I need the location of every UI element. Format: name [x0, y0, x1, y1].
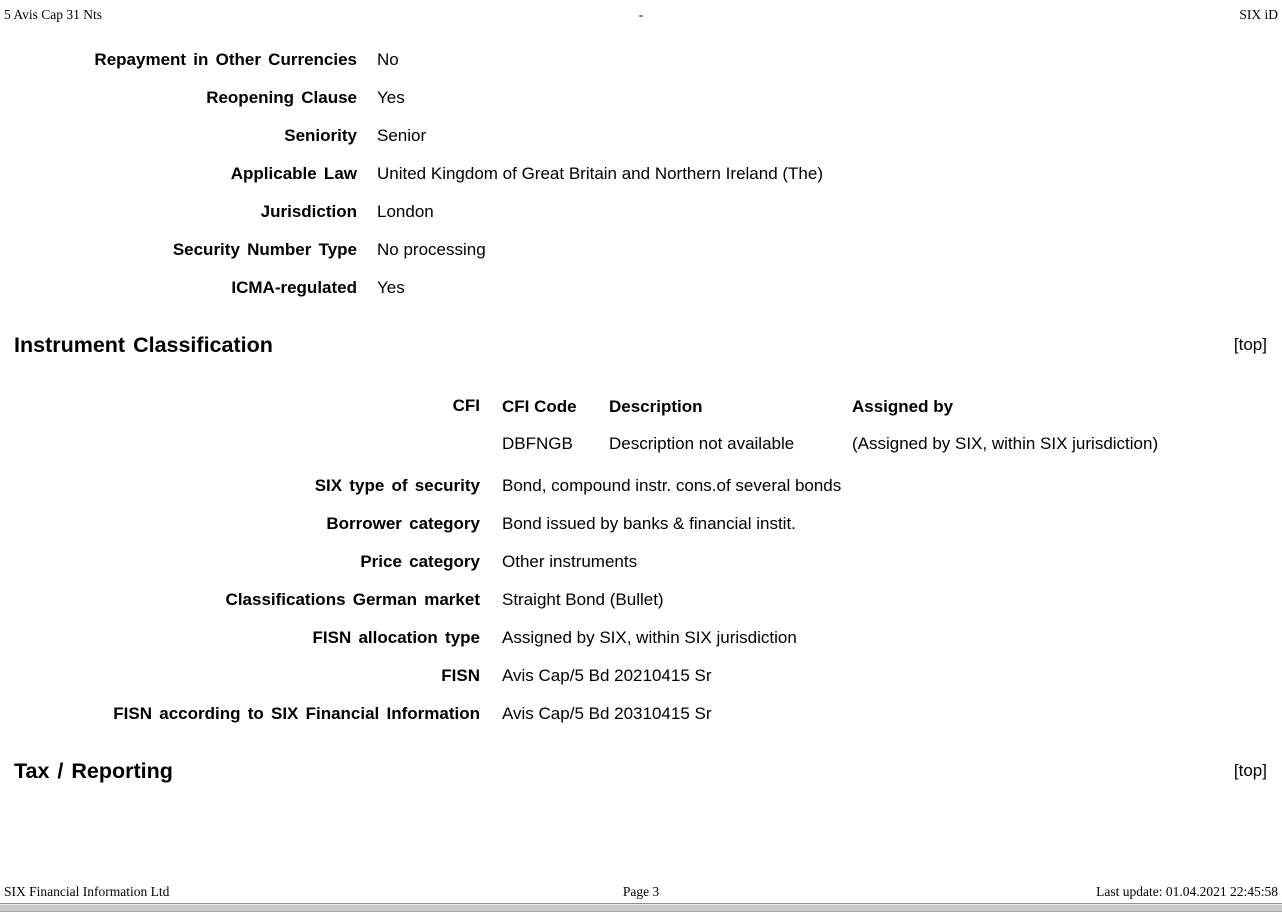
field-label: FISN allocation type	[312, 628, 480, 647]
cfi-description-cell: Description not available	[609, 433, 795, 453]
field-row-six-type-of-security	[0, 467, 1282, 505]
field-row-fisn-according-to-six	[0, 695, 1282, 733]
horizontal-scrollbar[interactable]	[0, 903, 1282, 912]
field-label: Borrower category	[326, 514, 480, 533]
field-row-security-number-type	[0, 231, 1282, 269]
general-fields-block	[0, 41, 1282, 307]
cfi-table-header-row	[502, 388, 1158, 425]
field-label: FISN according to SIX Financial Information	[113, 704, 480, 723]
field-label: FISN	[441, 666, 480, 685]
field-label: Seniority	[284, 126, 357, 145]
instrument-classification-block	[0, 388, 1282, 733]
field-label: Repayment in Other Currencies	[94, 50, 357, 69]
field-row-borrower-category	[0, 505, 1282, 543]
cfi-col-header-assigned-by: Assigned by	[852, 396, 954, 416]
cfi-label: CFI	[452, 396, 480, 415]
field-label: Jurisdiction	[260, 202, 357, 221]
field-value: Assigned by SIX, within SIX jurisdiction	[502, 628, 797, 647]
section-title: Tax / Reporting	[14, 758, 173, 783]
field-value: Bond, compound instr. cons.of several bonds	[502, 476, 842, 495]
field-value: Other instruments	[502, 552, 638, 571]
footer-page-number: Page 3	[622, 884, 660, 899]
field-value: Avis Cap/5 Bd 20210415 Sr	[502, 666, 712, 685]
field-label: Security Number Type	[172, 240, 357, 259]
field-row-repayment-other-currencies	[0, 41, 1282, 79]
page-footer	[4, 884, 1278, 900]
top-link[interactable]: [top]	[1233, 335, 1267, 354]
field-row-reopening-clause	[0, 79, 1282, 117]
field-value: Bond issued by banks & financial instit.	[502, 514, 796, 533]
field-label: Applicable Law	[230, 164, 357, 183]
field-value: Avis Cap/5 Bd 20310415 Sr	[502, 704, 712, 723]
footer-company: SIX Financial Information Ltd	[4, 884, 170, 899]
field-value: No	[377, 50, 399, 69]
field-label: ICMA-regulated	[231, 278, 357, 297]
header-center-dash: -	[638, 7, 644, 22]
cfi-row	[0, 388, 1282, 462]
field-value: Yes	[377, 88, 405, 107]
cfi-col-header-code: CFI Code	[502, 396, 577, 416]
page-header	[4, 7, 1278, 23]
footer-last-update: Last update: 01.04.2021 22:45:58	[1096, 884, 1278, 899]
field-value: London	[377, 202, 434, 221]
field-label: Reopening Clause	[206, 88, 357, 107]
field-value: No processing	[377, 240, 486, 259]
field-value: Straight Bond (Bullet)	[502, 590, 664, 609]
field-row-price-category	[0, 543, 1282, 581]
cfi-code-cell: DBFNGB	[502, 433, 573, 453]
field-label: Classifications German market	[225, 590, 480, 609]
section-tax-reporting	[14, 757, 1267, 785]
app-name-label: SIX iD	[1239, 7, 1278, 22]
field-row-jurisdiction	[0, 193, 1282, 231]
field-row-icma-regulated	[0, 269, 1282, 307]
field-value: United Kingdom of Great Britain and Northern Ireland (The)	[377, 164, 824, 183]
cfi-assigned-by-cell: (Assigned by SIX, within SIX jurisdiction)	[852, 433, 1159, 453]
field-value: Yes	[377, 278, 405, 297]
field-label: SIX type of security	[314, 476, 480, 495]
section-title: Instrument Classification	[14, 332, 273, 357]
field-row-fisn	[0, 657, 1282, 695]
field-label: Price category	[360, 552, 480, 571]
field-row-applicable-law	[0, 155, 1282, 193]
field-value: Senior	[377, 126, 427, 145]
field-row-classifications-german-market	[0, 581, 1282, 619]
top-link[interactable]: [top]	[1233, 761, 1267, 780]
cfi-table	[502, 388, 1158, 462]
field-row-seniority	[0, 117, 1282, 155]
classification-fields	[0, 467, 1282, 733]
field-row-fisn-allocation-type	[0, 619, 1282, 657]
cfi-table-data-row	[502, 425, 1158, 462]
document-title: 5 Avis Cap 31 Nts	[4, 7, 103, 22]
cfi-col-header-description: Description	[609, 396, 703, 416]
section-instrument-classification	[14, 331, 1267, 359]
